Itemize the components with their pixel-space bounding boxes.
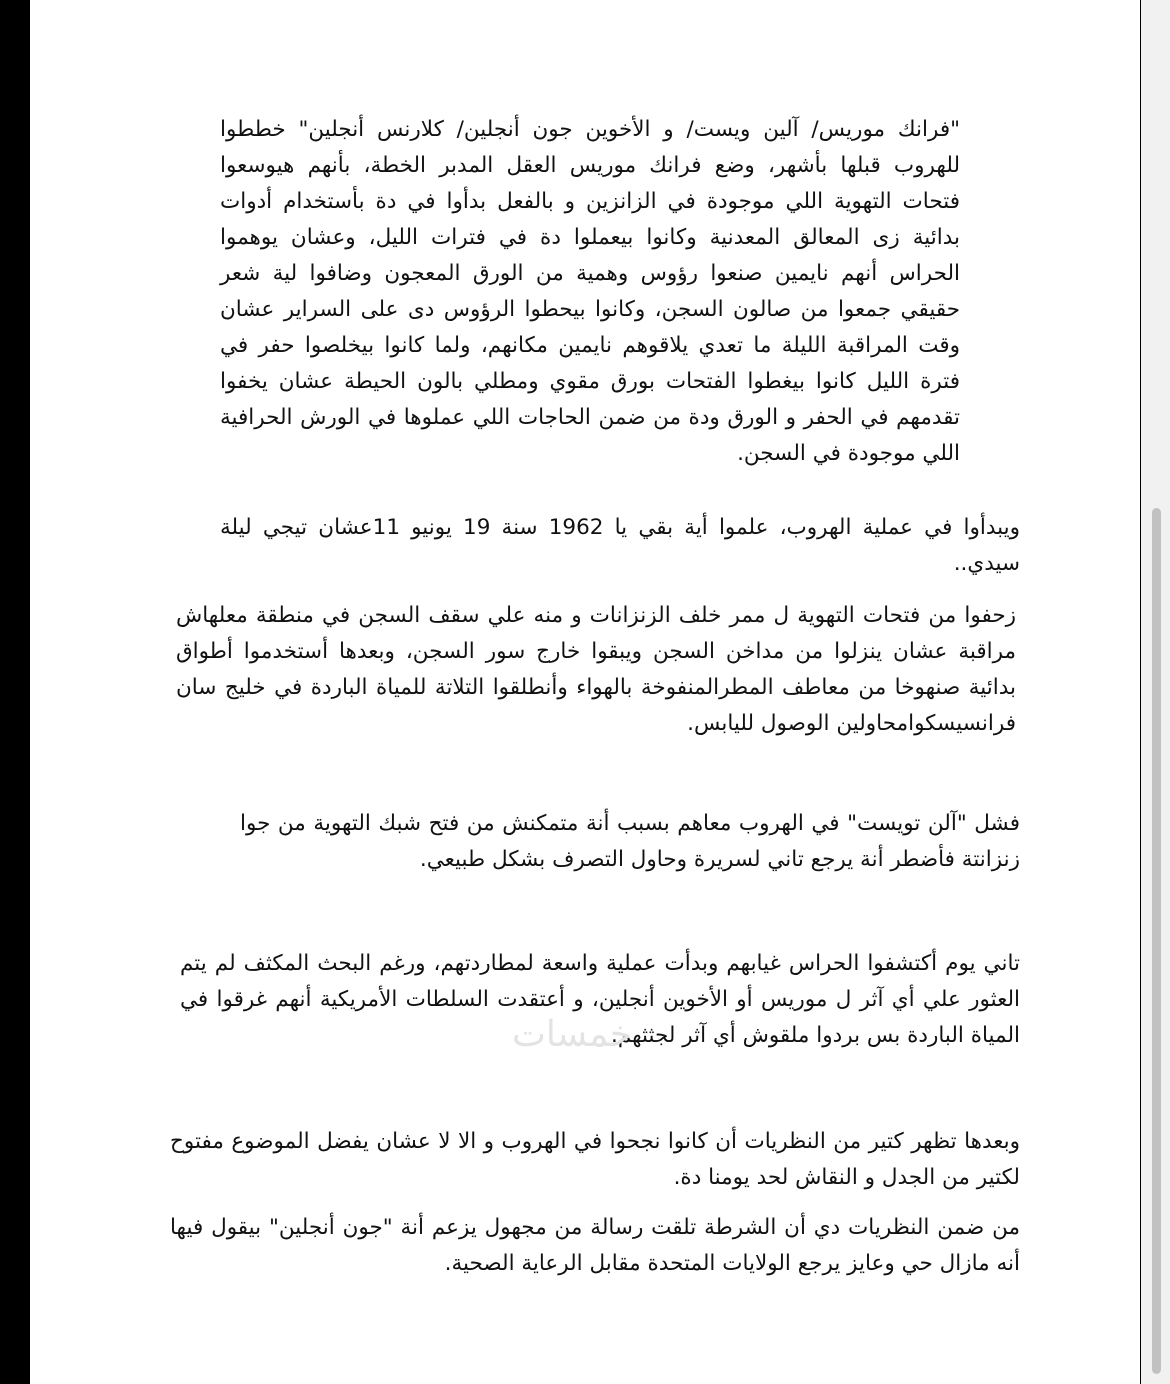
document-body [30,0,1140,1384]
paragraph-allen-failed: فشل "آلن تويست" في الهروب معاهم بسبب أنة متمكنش من فتح شبك التهوية من جوا زنزانتة فأضطر أنة يرجع تاني لسريرة وحاول التصرف بشكل طبيعي. [240,811,1020,872]
document-page [30,0,1140,1384]
paragraph-letter-theory: من ضمن النظريات دي أن الشرطة تلقت رسالة من مجهول يزعم أنة "جون أنجلين" بيقول فيها أنه مازال حي وعايز يرجع الولايات المتحدة مقابل الرعاية الصحية. [170,1215,1020,1276]
paragraph-theories: وبعدها تظهر كتير من النظريات أن كانوا نجحوا في الهروب و الا لا عشان يفضل الموضوع مفتوح لكتير من الجدل و النقاش لحد يومنا دة. [170,1129,1020,1190]
scrollbar-thumb[interactable] [1152,508,1161,1374]
paragraph-escape-route: زحفوا من فتحات التهوية ل ممر خلف الزنزانات و منه علي سقف السجن في منطقة معلهاش مراقبة عشان ينزلوا من مداخن السجن ويبقوا خارج سور السجن، وبعدها أستخدموا أطواق بدائية صنهوخا من معاطف المطرالمنفوخة بالهواء وأنطلقوا التلاتة للمياة الباردة في خليج سان فرانسيسكوامحاولين الوصول لليابس. [176,603,1016,736]
paragraph-escape-date: ويبدأوا في عملية الهروب، علموا أية بقي يا 1962 سنة 19 يونيو 11عشان تيجي ليلة سيدي.. [220,515,1020,576]
paragraph-search: تاني يوم أكتشفوا الحراس غيابهم وبدأت عملية واسعة لمطاردتهم، ورغم البحث المكثف لم يتم العثور علي أي آثر ل موريس أو الأخوين أنجلين، و أعتقدت السلطات الأمريكية أنهم غرقوا في المياة الباردة بس بردوا ملقوش أي آثر لجثثهم. [180,951,1020,1048]
paragraph-escape-plan: "فرانك موريس/ آلين ويست/ و الأخوين جون أنجلين/ كلارنس أنجلين" خططوا للهروب قبلها بأشهر، وضع فرانك موريس العقل المدبر الخطة، بأنهم هيوسعوا فتحات التهوية اللي موجودة في الزانزين و بالفعل بدأوا في دة بأستخدام أدوات بدائية زى المعالق المعدنية وكانوا بيعملوا دة في فترات الليل، وعشان يوهموا الحراس أنهم نايمين صنعوا رؤوس وهمية من الورق المعجون وضافوا لية شعر حقيقي جمعوا من صالون السجن، وكانوا بيحطوا الرؤوس دى على السراير عشان وقت المراقبة الليلة ما تعدي يلاقوهم نايمين مكانهم، ولما كانوا بيخلصوا حفر في فترة الليل كانوا بيغطوا الفتحات بورق مقوي ومطلي بالون الحيطة عشان يخفوا تقدمهم في الحفر و الورق ودة من ضمن الحاجات اللي عملوها في الورش الحرافية اللي موجودة في السجن. [220,117,960,466]
khamsat-watermark-logo: خمسات [512,1014,633,1055]
